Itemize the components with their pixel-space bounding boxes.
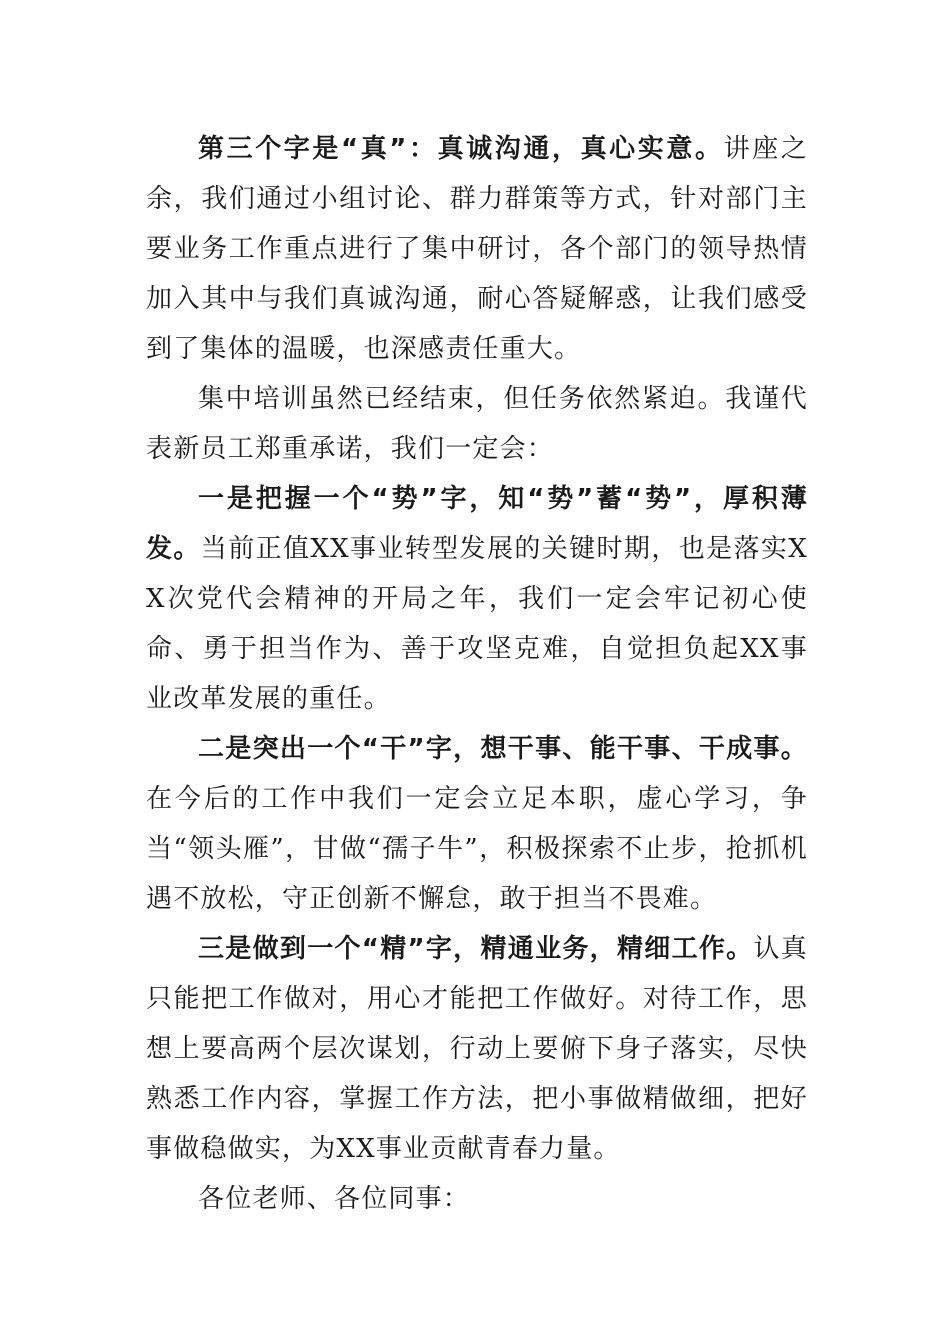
paragraph-text: 讲座之余，我们通过小组讨论、群力群策等方式，针对部门主要业务工作重点进行了集中研讨，各个部门的领导热情加入其中与我们真诚沟通，耐心答疑解惑，让我们感受到了集体的温暖，也深感责任重大。 xyxy=(146,134,808,364)
paragraph-point-one xyxy=(146,474,808,724)
paragraph-salutation xyxy=(146,1174,808,1224)
paragraph-lead: 三是做到一个“精”字，精通业务，精细工作。 xyxy=(198,934,754,964)
paragraph-commitment xyxy=(146,374,808,474)
paragraph-truth xyxy=(146,124,808,374)
paragraph-lead: 第三个字是“真”：真诚沟通，真心实意。 xyxy=(198,134,724,164)
paragraph-text: 当前正值XX事业转型发展的关键时期，也是落实XX次党代会精神的开局之年，我们一定会牢记初心使命、勇于担当作为、善于攻坚克难，自觉担负起XX事业改革发展的重任。 xyxy=(146,534,808,714)
paragraph-point-two xyxy=(146,724,808,924)
paragraph-text: 认真只能把工作做对，用心才能把工作做好。对待工作，思想上要高两个层次谋划，行动上要俯下身子落实，尽快熟悉工作内容，掌握工作方法，把小事做精做细，把好事做稳做实，为XX事业贡献青春力量。 xyxy=(146,934,808,1164)
paragraph-lead: 一是把握一个“势”字，知“势”蓄“势”，厚积薄发。 xyxy=(146,484,808,564)
paragraph-text: 在今后的工作中我们一定会立足本职，虚心学习，争当“领头雁”，甘做“孺子牛”，积极探索不止步，抢抓机遇不放松，守正创新不懈怠，敢于担当不畏难。 xyxy=(146,784,808,914)
document-body xyxy=(146,124,808,1224)
paragraph-text: 集中培训虽然已经结束，但任务依然紧迫。我谨代表新员工郑重承诺，我们一定会： xyxy=(146,384,808,464)
paragraph-lead: 二是突出一个“干”字，想干事、能干事、干成事。 xyxy=(198,734,808,764)
paragraph-text: 各位老师、各位同事： xyxy=(198,1184,471,1214)
paragraph-point-three xyxy=(146,924,808,1174)
